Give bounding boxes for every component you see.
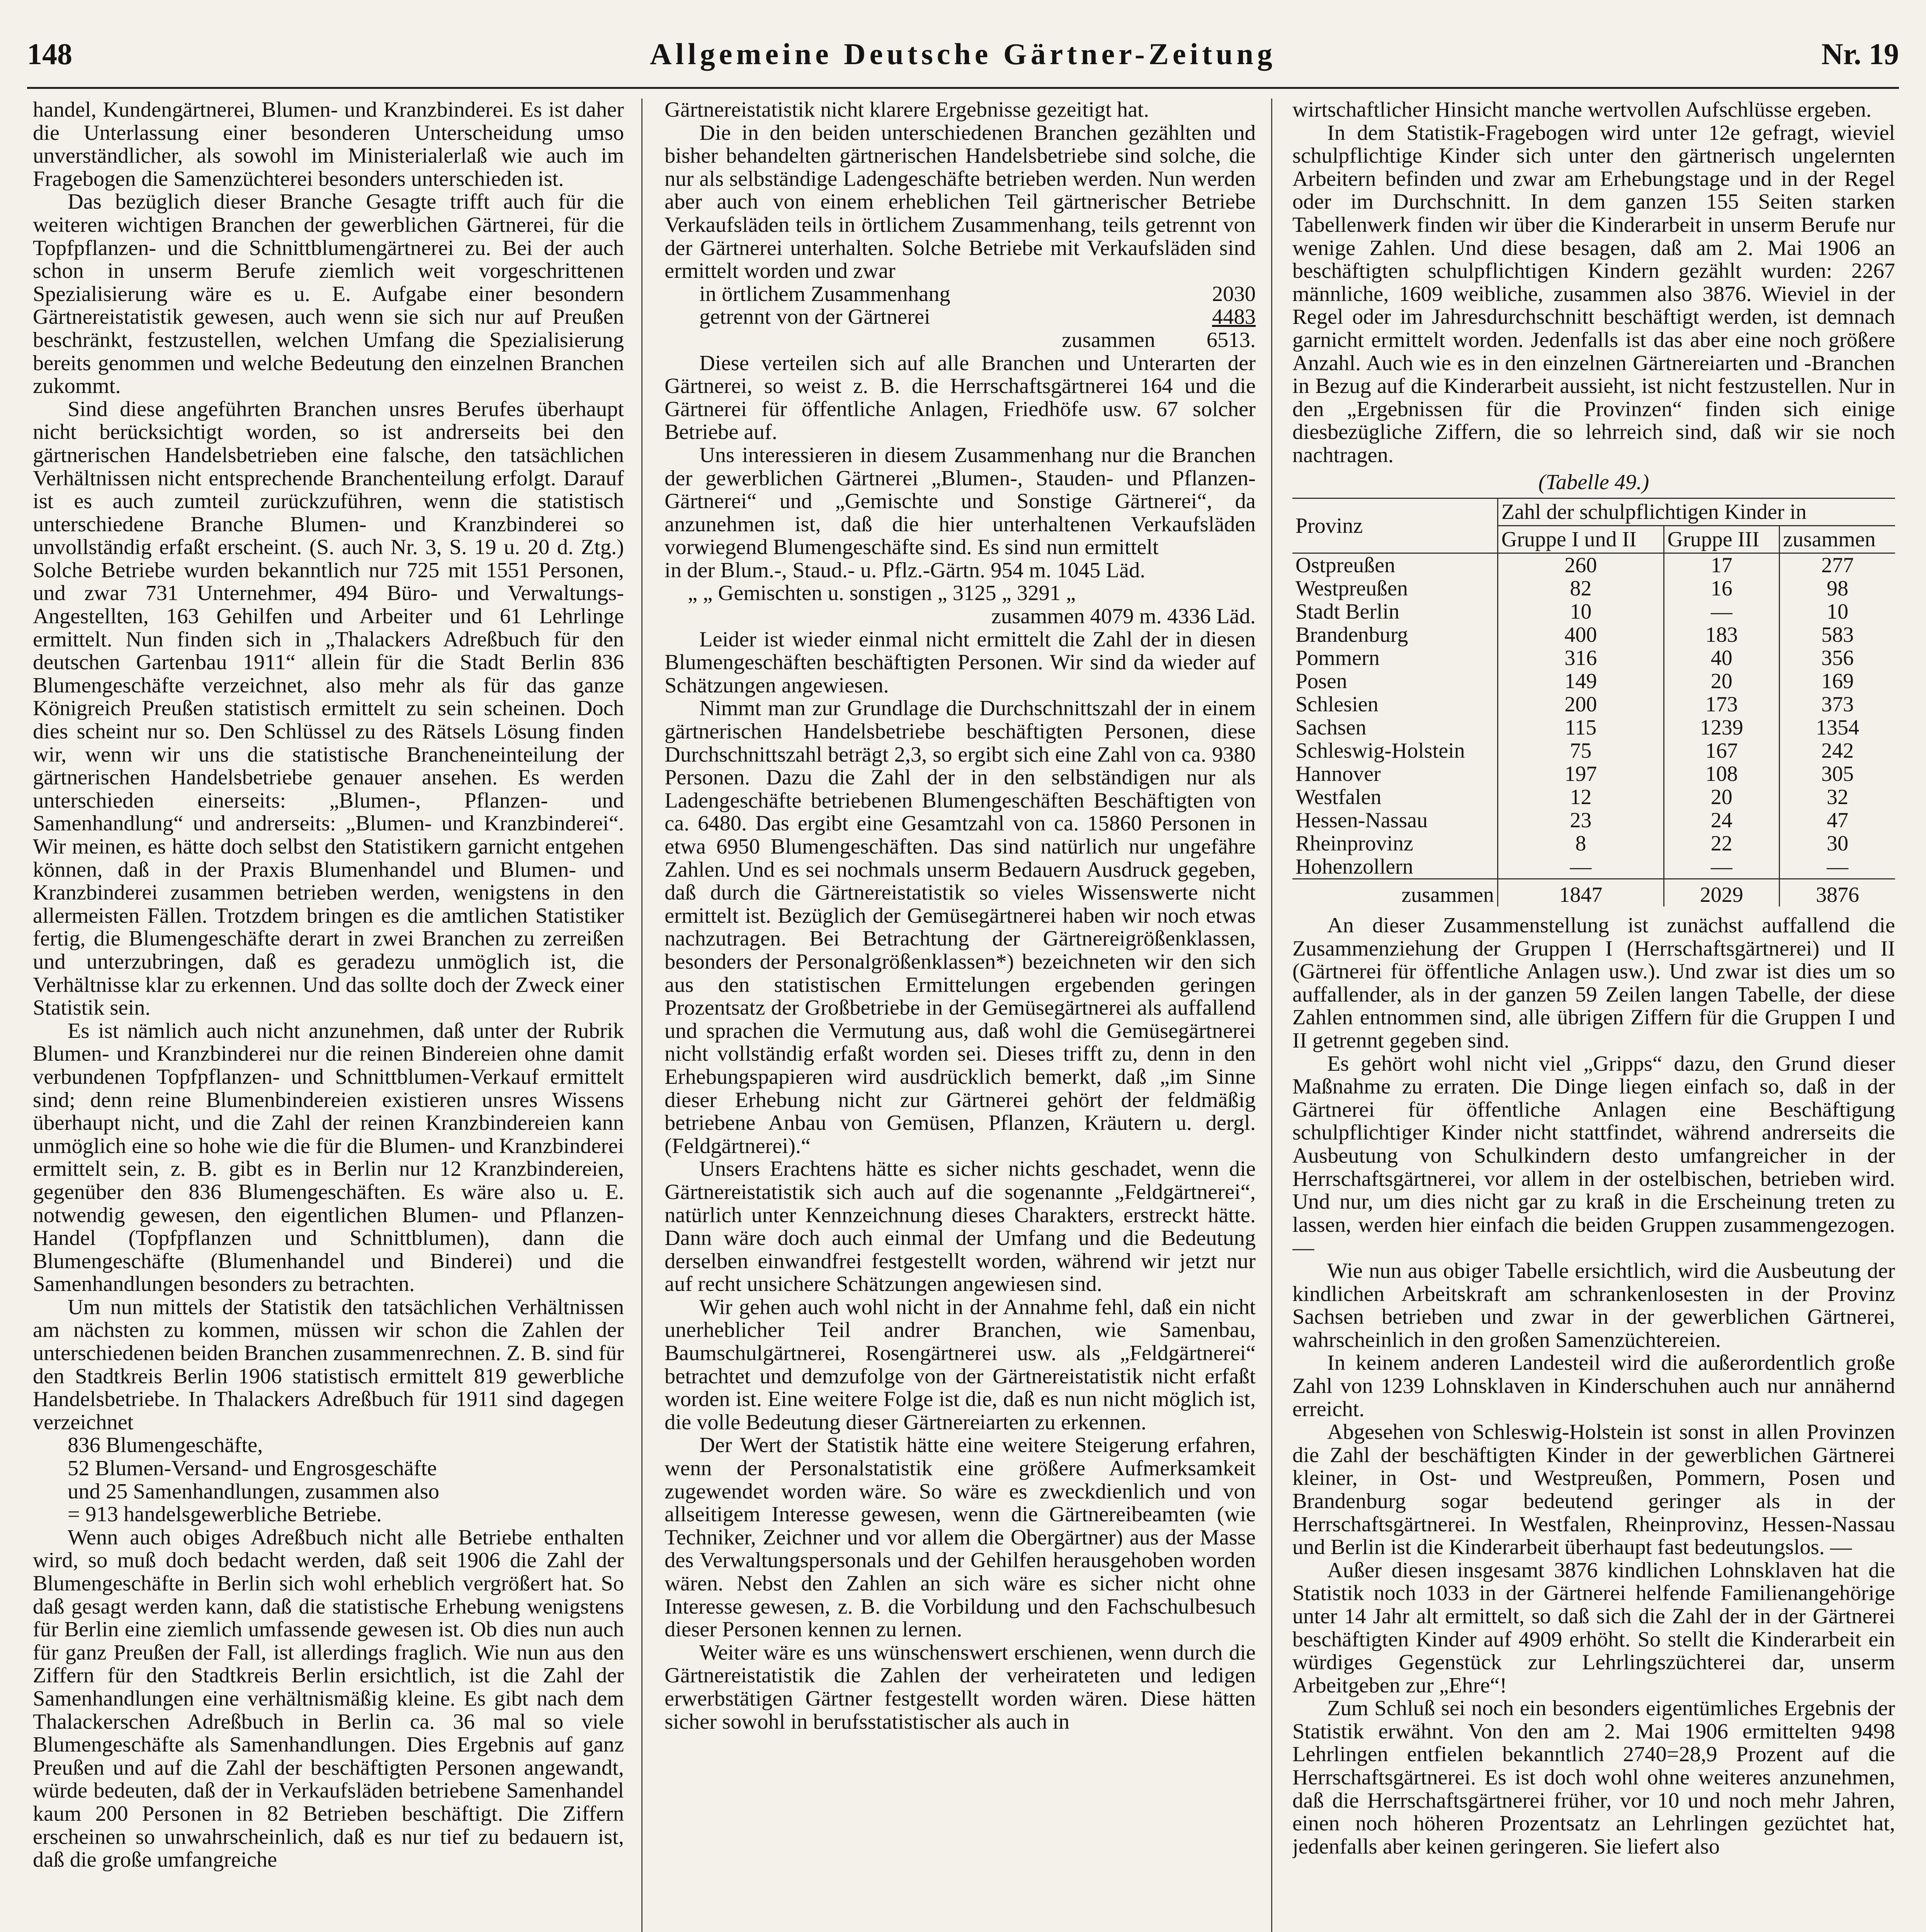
table-cell: 167 — [1664, 739, 1779, 762]
table-caption: (Tabelle 49.) — [1538, 470, 1649, 494]
table-cell: 10 — [1780, 600, 1895, 623]
table-row — [1292, 646, 1895, 670]
table-header-g12: Gruppe I und II — [1498, 526, 1664, 553]
table-cell: 8 — [1498, 832, 1664, 855]
paragraph: Sind diese angeführten Branchen unsres Berufes überhaupt nicht berücksichtigt worden, so ist andrerseits bei den gärtnerischen Handelsbetrieben eine falsche, den tatsächlichen Verhältnissen nicht entsprechende Branchenteilung erfolgt. Darauf ist es auch zumteil zurückzuführen, wenn die statistisch unterschiedene Branche Blumen- und Kranzbinderei so unvollständig erfaßt erscheint. (S. auch Nr. 3, S. 19 u. 20 d. Ztg.) Solche Betriebe wurden bekanntlich nur 725 mit 1551 Personen, und zwar 731 Unternehmer, 494 Büro- und Verwaltungs-Angestellten, 163 Gehilfen und Arbeiter und 61 Lehrlinge ermittelt. Nun finden sich in „Thalackers Adreßbuch für den deutschen Gartenbau 1911“ allein für die Stadt Berlin 836 Blumengeschäfte verzeichnet, also mehr als für das ganze Königreich Preußen statistisch ermittelt zu sein scheinen. Doch dies scheint nur so. Den Schlüssel zu des Rätsels Lösung finden wir, wenn wir uns die statistische Brancheneinteilung der gärtnerischen Handelsbetriebe genauer ansehen. Es werden unterschieden einerseits: „Blumen-, Pflanzen- und Samenhandlung“ und andrerseits: „Blumen- und Kranzbinderei“. Wir meinen, es hätte doch selbst den Statistikern garnicht entgehen können, daß in der Praxis Blumenhandel und Blumen- und Kranzbinderei zusammen betrieben werden, wenigstens in den allermeisten Fällen. Trotzdem bringen es die amtlichen Statistiker fertig, die Blumengeschäfte derart in zwei Branchen zu zerreißen und unterzubringen, daß es geradezu unmöglich ist, die Verhältnisse klar zu erkennen. Und das sollte doch der Zweck einer Statistik sein. — [33, 397, 624, 1020]
paragraph: wirtschaftlicher Hinsicht manche wertvollen Aufschlüsse ergeben. — [1292, 99, 1872, 122]
table-cell: 23 — [1498, 809, 1664, 832]
table-row — [1292, 716, 1895, 739]
province-name: Westfalen — [1292, 786, 1498, 809]
table-cell: 115 — [1498, 716, 1664, 739]
table-cell: 47 — [1780, 809, 1895, 832]
table-cell: 30 — [1780, 832, 1895, 855]
table-cell: 200 — [1498, 693, 1664, 716]
issue-number: Nr. 19 — [1821, 37, 1899, 71]
paragraph: Abgesehen von Schleswig-Holstein ist sonst in allen Provinzen die Zahl der beschäftigten Kinder in der gewerblichen Gärtnerei kleiner, in Ost- und Westpreußen, Pommern, Posen und Brandenburg sogar bedeutend geringer als in der Herrschaftsgärtnerei. In Westfalen, Rheinprovinz, Hessen-Nassau und Berlin ist die Kinderarbeit überhaupt fast bedeutungslos. — — [1292, 1420, 1895, 1560]
column-divider — [641, 99, 643, 1932]
province-name: Hessen-Nassau — [1292, 809, 1498, 832]
paragraph: Zum Schluß sei noch ein besonders eigentümliches Ergebnis der Statistik erwähnt. Von den am 2. Mai 1906 ermittelten 9498 Lehrlingen entfielen bekanntlich 2740=28,9 Prozent auf die Herrschaftsgärtnerei. Es ist doch wohl ohne weiteres anzunehmen, daß die Herrschaftsgärtnerei früher, vor 10 und noch mehr Jahren, einen noch höheren Prozentsatz an Lehrlingen gezüchtet hat, jedenfalls aber keinen geringeren. Sie liefert also — [1292, 1696, 1895, 1859]
table-row — [1292, 809, 1895, 832]
branch-shop-list — [665, 559, 1256, 628]
list-item — [699, 283, 1256, 306]
table-cell: 197 — [1498, 762, 1664, 786]
table-cell: 40 — [1664, 646, 1779, 670]
table-cell: 260 — [1498, 553, 1664, 577]
berlin-business-list — [33, 1434, 624, 1526]
table-cell: 82 — [1498, 577, 1664, 600]
table-cell: 356 — [1780, 646, 1895, 670]
list-label: zusammen — [1062, 328, 1155, 352]
table-cell: 373 — [1780, 693, 1895, 716]
table-cell: 173 — [1664, 693, 1779, 716]
sum-label: zusammen — [1292, 879, 1498, 907]
column-1 — [33, 99, 624, 1932]
table-cell: 20 — [1664, 786, 1779, 809]
province-name: Hannover — [1292, 762, 1498, 786]
table-cell: — — [1664, 600, 1779, 623]
table-row — [1292, 693, 1895, 716]
table-cell: 17 — [1664, 553, 1779, 577]
paragraph: In dem Statistik-Fragebogen wird unter 12e gefragt, wieviel schulpflichtige Kinder sich unter den gärtnerisch ungelernten Arbeitern befinden und zwar am Erhebungstage und in der Regel oder im Durchschnitt. In dem ganzen 155 Seiten starken Tabellenwerk finden wir über die Kinderarbeit in unserm Berufe nur wenige Zahlen. Und diese besagen, daß am 2. Mai 1906 an beschäftigten schulpflichtigen Kindern gezählt wurden: 2267 männliche, 1609 weibliche, zusammen also 3876. Wieviel in der Regel oder im Jahresdurchschnitt beschäftigt werden, ist demnach garnicht ermittelt worden. Jedenfalls ist das aber eine noch größere Anzahl. Auch wie es in den einzelnen Gärtnereiarten und -Branchen in Bezug auf die Kinderarbeit aussieht, ist nicht festzustellen. Nur in den „Ergebnissen für die Provinzen“ finden sich einige diesbezügliche Ziffern, die so lehrreich sind, daß wir sie noch nachtragen. — [1292, 121, 1895, 467]
table-cell: — — [1780, 855, 1895, 879]
table-row — [1292, 623, 1895, 646]
list-item: 836 Blumengeschäfte, — [68, 1433, 263, 1458]
table-header-group: Zahl der schulpflichtigen Kinder in — [1498, 498, 1895, 526]
table-cell: 16 — [1664, 577, 1779, 600]
table-header-province: Provinz — [1292, 498, 1498, 553]
table-row — [1292, 553, 1895, 577]
table-cell: 183 — [1664, 623, 1779, 646]
table-cell: 277 — [1780, 553, 1895, 577]
header-rule — [27, 87, 1899, 89]
shop-count-list — [665, 283, 1256, 352]
paragraph: Der Wert der Statistik hätte eine weitere Steigerung erfahren, wenn der Personalstatistik eine größere Aufmerksamkeit zugewendet worden wäre. So wäre es zweckdienlich und von allseitigem Interesse gewesen, wenn die Gärtnereibeamten (wie Techniker, Zeichner und vor allem die Obergärtner) aus der Masse des Verwaltungspersonals und der Gehilfen herausgehoben worden wären. Nebst den Zahlen an sich wäre es sicher nicht ohne Interesse gewesen, z. B. die Vorbildung und den Fachschulbesuch dieser Personen kennen zu lernen. — [665, 1433, 1256, 1642]
paragraph: Es gehört wohl nicht viel „Gripps“ dazu, den Grund dieser Maßnahme zu erraten. Die Dinge liegen einfach so, daß in der Gärtnerei für öffentliche Anlagen eine Beschäftigung schulpflichtiger Kinder nicht stattfindet, während andrerseits die Ausbeutung von Schulkindern desto umfangreicher in der Herrschaftsgärtnerei, vor allem in der ostelbischen, betrieben wird. Und nur, um dies nicht gar zu kraß in die Erscheinung treten zu lassen, werden hier einfach die beiden Gruppen zusammengezogen. — — [1292, 1051, 1895, 1260]
table-cell: 20 — [1664, 670, 1779, 693]
table-cell: 242 — [1780, 739, 1895, 762]
table-cell: 169 — [1780, 670, 1895, 693]
paragraph: Wir gehen auch wohl nicht in der Annahme fehl, daß ein nicht unerheblicher Teil andrer Branchen, wie Samenbau, Baumschulgärtnerei, Rosengärtnerei usw. als „Feldgärtnerei“ betrachtet und demzufolge von der Gärtnereistatistik nicht erfaßt worden ist. Eine weitere Folge ist die, daß es nun nicht möglich ist, die volle Bedeutung dieser Gärtnereiarten zu erkennen. — [665, 1295, 1256, 1434]
table-sum-row — [1292, 879, 1895, 907]
list-item: in der Blum.-, Staud.- u. Pflz.-Gärtn. 954 m. 1045 Läd. — [665, 558, 1146, 582]
list-item: zusammen 4079 m. 4336 Läd. — [991, 604, 1256, 629]
table-cell: 12 — [1498, 786, 1664, 809]
sum-cell: 1847 — [1498, 879, 1664, 907]
list-item — [699, 306, 1256, 329]
sum-cell: 2029 — [1664, 879, 1779, 907]
table-cell: 316 — [1498, 646, 1664, 670]
table-cell: 1354 — [1780, 716, 1895, 739]
paragraph: Gärtnereistatistik nicht klarere Ergebnisse gezeitigt hat. — [665, 99, 1149, 122]
page-number: 148 — [27, 37, 72, 71]
province-name: Sachsen — [1292, 716, 1498, 739]
table-cell: 10 — [1498, 600, 1664, 623]
column-divider — [1271, 99, 1272, 1932]
province-name: Pommern — [1292, 646, 1498, 670]
list-item: = 913 handelsgewerbliche Betriebe. — [68, 1502, 382, 1527]
list-value: 6513. — [1206, 328, 1256, 352]
province-name: Ostpreußen — [1292, 553, 1498, 577]
table-row — [1292, 739, 1895, 762]
paragraph: In keinem anderen Landesteil wird die außerordentlich große Zahl von 1239 Lohnsklaven in Kinderschuhen auch nur annähernd erreicht. — [1292, 1351, 1895, 1421]
table-cell: 305 — [1780, 762, 1895, 786]
table-cell: 149 — [1498, 670, 1664, 693]
province-name: Schlesien — [1292, 693, 1498, 716]
list-item: „ „ Gemischten u. sonstigen „ 3125 „ 3291 „ — [688, 581, 1076, 605]
paragraph: handel, Kundengärtnerei, Blumen- und Kranzbinderei. Es ist daher die Unterlassung einer besonderen Unterscheidung umso unverständlicher, als sowohl im Ministerialerlaß wie auch im Fragebogen die Samenzüchterei besonders unterschieden ist. — [33, 99, 624, 191]
sum-cell: 3876 — [1780, 879, 1895, 907]
province-name: Brandenburg — [1292, 623, 1498, 646]
table-cell: 32 — [1780, 786, 1895, 809]
province-name: Hohenzollern — [1292, 855, 1498, 879]
list-item: 52 Blumen-Versand- und Engrosgeschäfte — [68, 1456, 437, 1481]
paragraph: Wenn auch obiges Adreßbuch nicht alle Betriebe enthalten wird, so muß doch bedacht werden, daß seit 1906 die Zahl der Blumengeschäfte in Berlin sich wohl erheblich vergrößert hat. So daß gesagt werden kann, daß die statistische Erhebung wenigstens für Berlin eine ziemlich umfassende gewesen ist. Ob dies nun auch für ganz Preußen der Fall, ist allerdings fraglich. Wie nun aus den Ziffern für den Stadtkreis Berlin ersichtlich, ist die Zahl der Samenhandlungen eine verhältnismäßig kleine. Es gibt nach dem Thalackerschen Adreßbuch in Berlin ca. 36 mal so viele Blumengeschäfte als Samenhandlungen. Dies Ergebnis auf ganz Preußen und auf die Zahl der beschäftigten Personen angewandt, würde bedeuten, daß der in Verkaufsläden betriebene Samenhandel kaum 200 Personen in 82 Betrieben beschäftigt. Die Ziffern erscheinen so unwahrscheinlich, daß es nur tief zu bedauern ist, daß die große umfangreiche — [33, 1525, 624, 1872]
column-3 — [1292, 99, 1895, 1932]
province-name: Schleswig-Holstein — [1292, 739, 1498, 762]
paragraph: An dieser Zusammenstellung ist zunächst auffallend die Zusammenziehung der Gruppen I (Herrschaftsgärtnerei) und II (Gärtnerei für öffentliche Anlagen usw.). Und zwar ist dies um so auffallender, als in der ganzen 59 Zeilen langen Tabelle, der diese Zahlen entnommen sind, alle übrigen Ziffern für die Gruppen I und II getrennt gegeben sind. — [1292, 913, 1895, 1053]
list-label: getrennt von der Gärtnerei — [699, 305, 930, 329]
table-header-sum: zusammen — [1780, 526, 1895, 553]
list-item — [699, 329, 1256, 352]
list-label: in örtlichem Zusammenhang — [699, 282, 950, 306]
child-labor-table — [1292, 498, 1895, 906]
table-row — [1292, 762, 1895, 786]
running-header — [27, 37, 1899, 83]
paragraph: Nimmt man zur Grundlage die Durchschnittszahl der in einem gärtnerischen Handelsbetriebe beschäftigten Personen, diese Durchschnittszahl beträgt 2,3, so ergibt sich eine Zahl von ca. 9380 Personen. Dazu die Zahl der in den selbständigen nur als Ladengeschäfte betriebenen Blumengeschäften Beschäftigten von ca. 6480. Das ergibt eine Gesamtzahl von ca. 15860 Personen in etwa 6950 Blumengeschäften. Das sind natürlich nur ungefähre Zahlen. Und es sei nochmals unserm Bedauern Ausdruck gegeben, daß durch die Gärtnereistatistik so vieles Wissenswerte nicht ermittelt ist. Bezüglich der Gemüsegärtnerei haben wir noch etwas nachzutragen. Bei Betrachtung der Gärtnereigrößenklassen, besonders der Personalgrößenklassen*) bezeichneten wir den sich aus den statistischen Ermittelungen ergebenden geringen Prozentsatz der Großbetriebe in der Gemüsegärtnerei als auffallend und sprachen die Vermutung aus, daß wohl die Gemüsegärtnerei nicht vollständig erfaßt worden sei. Dieses trifft zu, denn in den Erhebungspapieren wird ausdrücklich bemerkt, daß „im Sinne dieser Erhebung nicht zur Gärtnerei gehört der feldmäßig betriebene Anbau von Gemüsen, Pflanzen, Kräutern u. dergl. (Feldgärtnerei).“ — [665, 696, 1256, 1158]
table-cell: 24 — [1664, 809, 1779, 832]
table-cell: 583 — [1780, 623, 1895, 646]
table-cell: — — [1664, 855, 1779, 879]
table-cell: 1239 — [1664, 716, 1779, 739]
table-row — [1292, 786, 1895, 809]
province-name: Stadt Berlin — [1292, 600, 1498, 623]
paragraph: Das bezüglich dieser Branche Gesagte trifft auch für die weiteren wichtigen Branchen der gewerblichen Gärtnerei, für die Topfpflanzen- und die Schnittblumengärtnerei zu. Bei der auch schon in unserm Berufe ziemlich weit vorgeschrittenen Spezialisierung wäre es u. E. Aufgabe einer besondern Gärtnereistatistik gewesen, auch wenn sie sich nur auf Preußen beschränkt, festzustellen, welchen Umfang die Spezialisierung bereits genommen und welche Bedeutung den einzelnen Branchen zukommt. — [33, 190, 624, 398]
table-row — [1292, 577, 1895, 600]
table-cell: 75 — [1498, 739, 1664, 762]
paragraph: Unsers Erachtens hätte es sicher nichts geschadet, wenn die Gärtnereistatistik sich auch auf die sogenannte „Feldgärtnerei“, natürlich unter Kennzeichnung dieses Charakters, erstreckt hätte. Dann wäre doch auch einmal der Umfang und die Bedeutung derselben einwandfrei festgestellt worden, während wir jetzt nur auf recht unsichere Schätzungen angewiesen sind. — [665, 1157, 1256, 1296]
paragraph: Diese verteilen sich auf alle Branchen und Unterarten der Gärtnerei, so weist z. B. die Herrschaftsgärtnerei 164 und die Gärtnerei für öffentliche Anlagen, Friedhöfe usw. 67 solcher Betriebe auf. — [665, 351, 1256, 444]
paragraph: Die in den beiden unterschiedenen Branchen gezählten und bisher behandelten gärtnerischen Handelsbetriebe sind solche, die nur als selbständige Ladengeschäfte betrieben werden. Nun werden aber auch von einem erheblichen Teil gärtnerischer Betriebe Verkaufsläden teils in örtlichem Zusammenhang, teils getrennt von der Gärtnerei unterhalten. Solche Betriebe mit Verkaufsläden sind ermittelt worden und zwar — [665, 121, 1256, 283]
table-header-g3: Gruppe III — [1664, 526, 1779, 553]
paragraph: Um nun mittels der Statistik den tatsächlichen Verhältnissen am nächsten zu kommen, müssen wir schon die Zahlen der unterschiedenen beiden Branchen zusammenrechnen. Z. B. sind für den Stadtkreis Berlin 1906 statistisch ermittelt 819 gewerbliche Handelsbetriebe. In Thalackers Adreßbuch für 1911 sind dagegen verzeichnet — [33, 1295, 624, 1434]
paragraph: Weiter wäre es uns wünschenswert erschienen, wenn durch die Gärtnereistatistik die Zahlen der verheirateten und ledigen erwerbstätigen Gärtner festgestellt worden wären. Diese hätten sicher sowohl in berufsstatistischer als auch in — [665, 1640, 1256, 1734]
list-value: 2030 — [1212, 282, 1256, 306]
table-row — [1292, 832, 1895, 855]
table-row — [1292, 855, 1895, 879]
table-cell: 98 — [1780, 577, 1895, 600]
paragraph: Leider ist wieder einmal nicht ermittelt die Zahl der in diesen Blumengeschäften beschäftigten Personen. Wir sind da wieder auf Schätzungen angewiesen. — [665, 627, 1256, 697]
province-name: Westpreußen — [1292, 577, 1498, 600]
table-row — [1292, 670, 1895, 693]
table-cell: — — [1498, 855, 1664, 879]
paragraph: Es ist nämlich auch nicht anzunehmen, daß unter der Rubrik Blumen- und Kranzbinderei nur die reinen Bindereien ohne damit verbundenen Topfpflanzen- und Schnittblumen-Verkauf ermittelt sind; denn reine Blumenbindereien existieren unsres Wissens überhaupt nicht, und die Zahl der reinen Kranzbindereien kann unmöglich eine so hohe wie die für die Blumen- und Kranzbinderei ermittelt sein, z. B. gibt es in Berlin nur 12 Kranzbindereien, gegenüber den 836 Blumengeschäften. Es wäre also u. E. notwendig gewesen, den eigentlichen Blumen- und Pflanzen-Handel (Topfpflanzen und Schnittblumen), dann die Blumengeschäfte (Blumenhandel und Binderei) und die Samenhandlungen besonders zu betrachten. — [33, 1019, 624, 1296]
column-2 — [665, 99, 1256, 1932]
list-value: 4483 — [1212, 305, 1256, 329]
table-row — [1292, 600, 1895, 623]
paragraph: Uns interessieren in diesem Zusammenhang nur die Branchen der gewerblichen Gärtnerei „Blumen-, Stauden- und Pflanzen-Gärtnerei“ und „Gemischte und Sonstige Gärtnerei“, da anzunehmen ist, daß die hier unterhaltenen Verkaufsläden vorwiegend Blumengeschäfte sind. Es sind nun ermittelt — [665, 443, 1256, 560]
table-cell: 22 — [1664, 832, 1779, 855]
list-item: und 25 Samenhandlungen, zusammen also — [68, 1479, 439, 1503]
table-cell: 400 — [1498, 623, 1664, 646]
paragraph: Außer diesen insgesamt 3876 kindlichen Lohnsklaven hat die Statistik noch 1033 in der Gärtnerei helfende Familienangehörige unter 14 Jahr alt ermittelt, so daß sich die Zahl der in der Gärtnerei beschäftigten Kinder auf 4909 erhöht. So stellt die Kinderarbeit ein würdiges Gegenstück zur Lehrlingszüchterei dar, unserm Arbeitgeben zur „Ehre“! — [1292, 1558, 1895, 1697]
journal-title: Allgemeine Deutsche Gärtner-Zeitung — [650, 37, 1276, 71]
province-name: Posen — [1292, 670, 1498, 693]
paragraph: Wie nun aus obiger Tabelle ersichtlich, wird die Ausbeutung der kindlichen Arbeitskraft am schrankenlosesten in der Provinz Sachsen betrieben und zwar in der gewerblichen Gärtnerei, wahrscheinlich in den großen Samenzüchtereien. — [1292, 1259, 1895, 1352]
table-body — [1292, 553, 1895, 907]
table-cell: 108 — [1664, 762, 1779, 786]
province-name: Rheinprovinz — [1292, 832, 1498, 855]
